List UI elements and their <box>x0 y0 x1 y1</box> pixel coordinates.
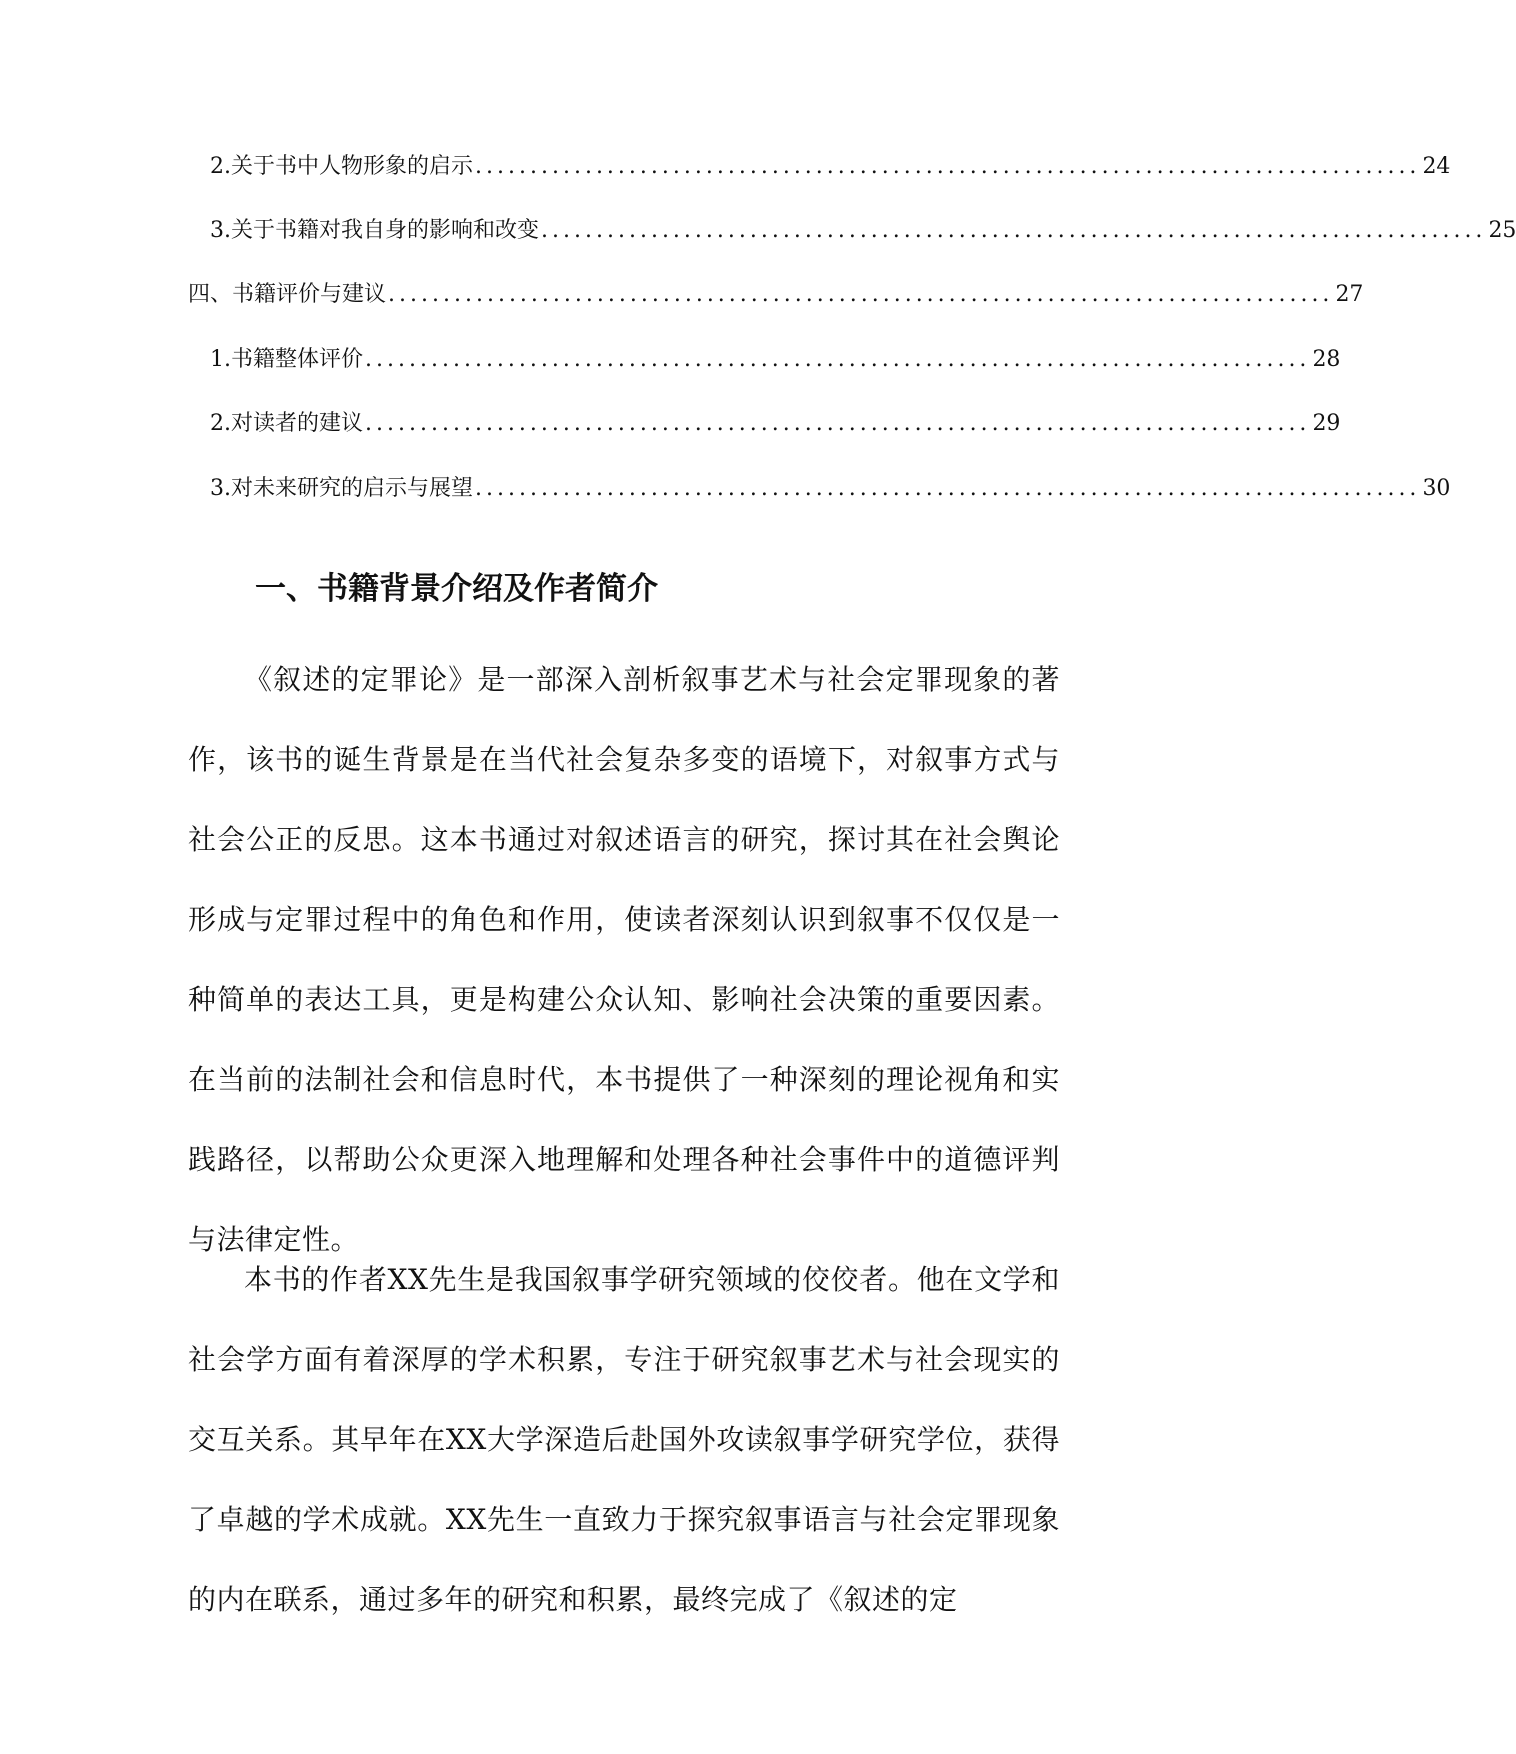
section-heading: 一、书籍背景介绍及作者简介 <box>255 571 658 607</box>
toc-dot-leader: ...................................................................................... <box>541 218 1487 243</box>
toc-entry[interactable] <box>210 404 1341 444</box>
toc-entry-page: 27 <box>1335 282 1364 307</box>
toc-entry-page: 29 <box>1312 411 1341 436</box>
toc-entry-number: 3. <box>210 218 231 243</box>
toc-entry-number: 1. <box>210 347 231 372</box>
toc-entry[interactable] <box>210 340 1341 380</box>
toc-entry[interactable] <box>210 211 1516 251</box>
toc-entry-page: 24 <box>1422 154 1451 179</box>
toc-entry-title: 关于书籍对我自身的影响和改变 <box>231 218 540 243</box>
body-paragraph: 《叙述的定罪论》是一部深入剖析叙事艺术与社会定罪现象的著作，该书的诞生背景是在当代社会复杂多变的语境下，对叙事方式与社会公正的反思。这本书通过对叙述语言的研究，探讨其在社会舆论形成与定罪过程中的角色和作用，使读者深刻认识到叙事不仅仅是一种简单的表达工具，更是构建公众认知、影响社会决策的重要因素。在当前的法制社会和信息时代，本书提供了一种深刻的理论视角和实践路径，以帮助公众更深入地理解和处理各种社会事件中的道德评判与法律定性。 <box>188 663 1060 1256</box>
toc-entry-number: 2. <box>210 154 231 179</box>
toc-entry-number: 3. <box>210 476 231 501</box>
toc-dot-leader: ...................................................................................... <box>475 476 1421 501</box>
toc-entry-title: 四、书籍评价与建议 <box>188 282 387 307</box>
toc-entry-title: 关于书中人物形象的启示 <box>231 154 474 179</box>
toc-entry-title: 书籍整体评价 <box>231 347 364 372</box>
toc-entry-page: 30 <box>1422 476 1451 501</box>
body-paragraph: 本书的作者XX先生是我国叙事学研究领域的佼佼者。他在文学和社会学方面有着深厚的学术积累，专注于研究叙事艺术与社会现实的交互关系。其早年在XX大学深造后赴国外攻读叙事学研究学位，获得了卓越的学术成就。XX先生一直致力于探究叙事语言与社会定罪现象的内在联系，通过多年的研究和积累，最终完成了《叙述的定 <box>188 1263 1060 1616</box>
toc-entry[interactable] <box>210 147 1451 187</box>
toc-entry-number: 2. <box>210 411 231 436</box>
toc-entry[interactable] <box>188 275 1364 315</box>
toc-entry-title: 对读者的建议 <box>231 411 364 436</box>
toc-entry-page: 25 <box>1488 218 1516 243</box>
toc-dot-leader: ...................................................................................... <box>365 411 1311 436</box>
toc-entry[interactable] <box>210 469 1451 509</box>
toc-dot-leader: ...................................................................................... <box>388 282 1334 307</box>
toc-entry-title: 对未来研究的启示与展望 <box>231 476 474 501</box>
toc-dot-leader: ...................................................................................... <box>365 347 1311 372</box>
toc-entry-page: 28 <box>1312 347 1341 372</box>
toc-dot-leader: ...................................................................................... <box>475 154 1421 179</box>
